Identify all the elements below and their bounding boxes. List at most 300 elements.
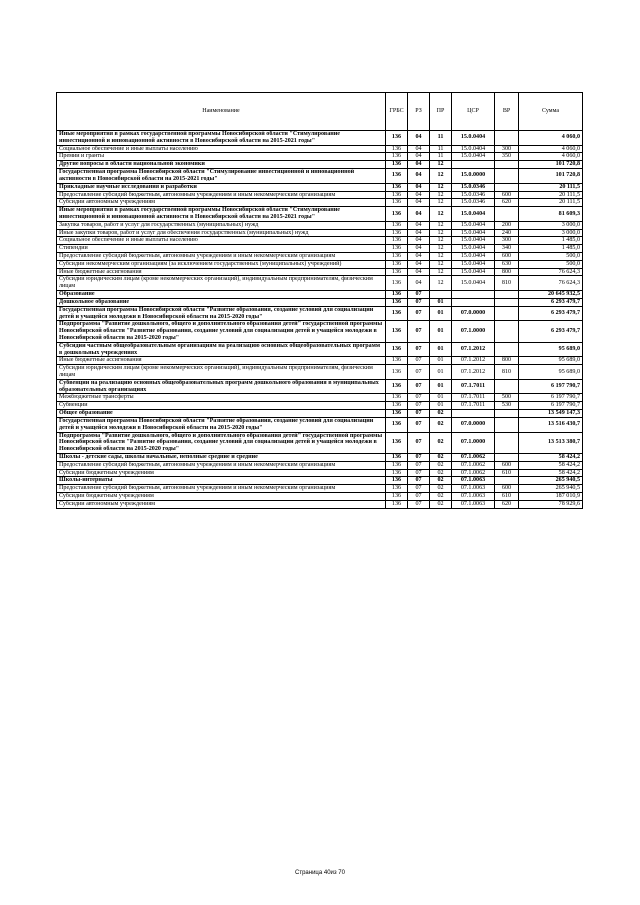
row-pr: 01 bbox=[430, 321, 452, 342]
row-csr: 07.1.0063 bbox=[452, 500, 495, 508]
row-sum: 95 689,0 bbox=[519, 357, 583, 365]
row-pr: 12 bbox=[430, 199, 452, 207]
row-csr: 15.0.0404 bbox=[452, 229, 495, 237]
row-vr bbox=[495, 410, 519, 418]
table-row bbox=[57, 453, 583, 461]
row-grbs: 136 bbox=[386, 485, 408, 493]
header-vr: ВР bbox=[495, 93, 519, 131]
row-vr: 500 bbox=[495, 394, 519, 402]
table-row bbox=[57, 379, 583, 394]
row-grbs: 136 bbox=[386, 469, 408, 477]
row-sum: 6 197 790,7 bbox=[519, 394, 583, 402]
row-rz: 04 bbox=[408, 161, 430, 169]
row-pr: 12 bbox=[430, 237, 452, 245]
table-row bbox=[57, 131, 583, 146]
row-pr: 01 bbox=[430, 306, 452, 321]
row-grbs: 136 bbox=[386, 199, 408, 207]
row-rz: 07 bbox=[408, 461, 430, 469]
row-csr: 15.0.0404 bbox=[452, 207, 495, 222]
row-grbs: 136 bbox=[386, 365, 408, 380]
row-vr: 600 bbox=[495, 461, 519, 469]
row-grbs: 136 bbox=[386, 237, 408, 245]
row-pr: 12 bbox=[430, 161, 452, 169]
table-row bbox=[57, 276, 583, 291]
row-grbs: 136 bbox=[386, 298, 408, 306]
row-pr: 11 bbox=[430, 145, 452, 153]
row-sum: 20 111,5 bbox=[519, 199, 583, 207]
budget-table bbox=[56, 92, 583, 509]
table-row bbox=[57, 169, 583, 184]
row-vr bbox=[495, 306, 519, 321]
row-pr: 02 bbox=[430, 469, 452, 477]
row-pr: 02 bbox=[430, 417, 452, 432]
row-csr: 15.0.0404 bbox=[452, 237, 495, 245]
row-rz: 07 bbox=[408, 357, 430, 365]
table-row bbox=[57, 161, 583, 169]
row-pr: 02 bbox=[430, 485, 452, 493]
row-csr bbox=[452, 410, 495, 418]
row-vr bbox=[495, 342, 519, 357]
row-pr: 12 bbox=[430, 276, 452, 291]
table-header bbox=[57, 93, 583, 131]
row-grbs: 136 bbox=[386, 477, 408, 485]
row-name: Иные бюджетные ассигнования bbox=[57, 357, 386, 365]
row-sum: 101 720,8 bbox=[519, 161, 583, 169]
row-sum: 78 929,6 bbox=[519, 500, 583, 508]
row-csr: 07.1.0063 bbox=[452, 493, 495, 501]
row-rz: 07 bbox=[408, 402, 430, 410]
row-name: Иные мероприятия в рамках государственной программы Новосибирской области "Стимулирование инвестиционной и инновационной активности в Новосибирской области на 2015-2021 годы" bbox=[57, 207, 386, 222]
row-grbs: 136 bbox=[386, 161, 408, 169]
row-sum: 20 645 932,5 bbox=[519, 291, 583, 299]
row-csr: 07.1.0062 bbox=[452, 469, 495, 477]
row-sum: 101 720,8 bbox=[519, 169, 583, 184]
row-name: Другие вопросы в области национальной экономики bbox=[57, 161, 386, 169]
row-csr: 07.1.0000 bbox=[452, 432, 495, 453]
table-row bbox=[57, 321, 583, 342]
row-sum: 58 424,2 bbox=[519, 453, 583, 461]
row-pr: 12 bbox=[430, 191, 452, 199]
row-name: Субсидии юридическим лицам (кроме некоммерческих организаций), индивидуальным предпринимателям, физическим лицам bbox=[57, 365, 386, 380]
page-number: Страница 40из 70 bbox=[295, 870, 345, 876]
row-name: Государственная программа Новосибирской области "Развитие образования, создание условий для социализации детей и учащейся молодежи в Новосибирской области на 2015-2020 годы" bbox=[57, 306, 386, 321]
row-name: Субвенции на реализацию основных общеобразовательных программ дошкольного образования в муниципальных образовательных организациях bbox=[57, 379, 386, 394]
table-row bbox=[57, 191, 583, 199]
row-name: Школы - детские сады, школы начальные, неполные средние и средние bbox=[57, 453, 386, 461]
row-vr bbox=[495, 169, 519, 184]
row-name: Предоставление субсидий бюджетным, автономным учреждениям и иным некоммерческим организациям bbox=[57, 485, 386, 493]
row-name: Субсидии бюджетным учреждениям bbox=[57, 493, 386, 501]
row-vr: 810 bbox=[495, 276, 519, 291]
row-pr: 11 bbox=[430, 153, 452, 161]
row-csr: 15.0.0404 bbox=[452, 153, 495, 161]
row-sum: 4 060,0 bbox=[519, 131, 583, 146]
row-vr bbox=[495, 417, 519, 432]
row-name: Государственная программа Новосибирской области "Стимулирование инвестиционной и инновационной активности в Новосибирской области на 2015-2021 годы" bbox=[57, 169, 386, 184]
row-grbs: 136 bbox=[386, 500, 408, 508]
row-grbs: 136 bbox=[386, 342, 408, 357]
table-row bbox=[57, 183, 583, 191]
row-name: Субсидии автономным учреждениям bbox=[57, 500, 386, 508]
row-pr: 12 bbox=[430, 229, 452, 237]
row-pr: 12 bbox=[430, 183, 452, 191]
row-rz: 07 bbox=[408, 306, 430, 321]
row-pr: 01 bbox=[430, 379, 452, 394]
header-row bbox=[57, 93, 583, 131]
row-name: Субсидии юридическим лицам (кроме некоммерческих организаций), индивидуальным предпринимателям, физическим лицам bbox=[57, 276, 386, 291]
row-rz: 04 bbox=[408, 268, 430, 276]
row-vr: 620 bbox=[495, 199, 519, 207]
row-rz: 07 bbox=[408, 342, 430, 357]
row-csr: 07.0.0000 bbox=[452, 306, 495, 321]
row-rz: 07 bbox=[408, 291, 430, 299]
row-vr: 340 bbox=[495, 245, 519, 253]
row-sum: 20 111,5 bbox=[519, 191, 583, 199]
row-rz: 04 bbox=[408, 191, 430, 199]
row-rz: 04 bbox=[408, 245, 430, 253]
row-pr: 12 bbox=[430, 207, 452, 222]
table-row bbox=[57, 500, 583, 508]
row-sum: 76 624,3 bbox=[519, 268, 583, 276]
row-csr: 07.0.0000 bbox=[452, 417, 495, 432]
row-rz: 04 bbox=[408, 153, 430, 161]
row-sum: 265 940,5 bbox=[519, 477, 583, 485]
row-name: Предоставление субсидий бюджетным, автономным учреждениям и иным некоммерческим организациям bbox=[57, 461, 386, 469]
row-sum: 4 060,0 bbox=[519, 153, 583, 161]
row-rz: 04 bbox=[408, 260, 430, 268]
table-row bbox=[57, 365, 583, 380]
row-pr: 12 bbox=[430, 260, 452, 268]
table-row bbox=[57, 477, 583, 485]
row-pr: 01 bbox=[430, 298, 452, 306]
row-name: Стипендии bbox=[57, 245, 386, 253]
row-rz: 07 bbox=[408, 485, 430, 493]
row-vr: 620 bbox=[495, 500, 519, 508]
row-sum: 500,0 bbox=[519, 260, 583, 268]
table-row bbox=[57, 260, 583, 268]
row-pr: 12 bbox=[430, 268, 452, 276]
row-rz: 04 bbox=[408, 253, 430, 261]
row-name: Школы-интернаты bbox=[57, 477, 386, 485]
row-pr: 01 bbox=[430, 357, 452, 365]
row-csr: 07.1.0062 bbox=[452, 453, 495, 461]
table-row bbox=[57, 493, 583, 501]
table-row bbox=[57, 357, 583, 365]
row-pr: 01 bbox=[430, 394, 452, 402]
table-row bbox=[57, 229, 583, 237]
row-grbs: 136 bbox=[386, 321, 408, 342]
row-vr: 800 bbox=[495, 268, 519, 276]
row-csr: 07.1.0062 bbox=[452, 461, 495, 469]
row-grbs: 136 bbox=[386, 183, 408, 191]
row-name: Иные мероприятия в рамках государственной программы Новосибирской области "Стимулирование инвестиционной и инновационной активности в Новосибирской области на 2015-2021 годы" bbox=[57, 131, 386, 146]
row-grbs: 136 bbox=[386, 357, 408, 365]
row-name: Прикладные научные исследования и разработки bbox=[57, 183, 386, 191]
row-pr: 01 bbox=[430, 402, 452, 410]
table-row bbox=[57, 199, 583, 207]
row-grbs: 136 bbox=[386, 229, 408, 237]
row-sum: 13 513 380,7 bbox=[519, 432, 583, 453]
row-sum: 20 111,5 bbox=[519, 183, 583, 191]
row-csr bbox=[452, 298, 495, 306]
row-sum: 58 424,2 bbox=[519, 461, 583, 469]
row-rz: 04 bbox=[408, 237, 430, 245]
row-vr bbox=[495, 453, 519, 461]
row-sum: 265 940,5 bbox=[519, 485, 583, 493]
row-sum: 187 010,9 bbox=[519, 493, 583, 501]
table-row bbox=[57, 410, 583, 418]
row-pr: 11 bbox=[430, 131, 452, 146]
header-grbs: ГРБС bbox=[386, 93, 408, 131]
row-rz: 07 bbox=[408, 379, 430, 394]
row-rz: 07 bbox=[408, 410, 430, 418]
row-vr bbox=[495, 161, 519, 169]
row-csr: 15.0.0404 bbox=[452, 276, 495, 291]
row-rz: 07 bbox=[408, 298, 430, 306]
row-csr: 07.1.0063 bbox=[452, 485, 495, 493]
row-pr: 12 bbox=[430, 253, 452, 261]
header-name: Наименование bbox=[57, 93, 386, 131]
row-grbs: 136 bbox=[386, 410, 408, 418]
row-grbs: 136 bbox=[386, 253, 408, 261]
row-grbs: 136 bbox=[386, 221, 408, 229]
row-grbs: 136 bbox=[386, 417, 408, 432]
row-csr: 15.0.0346 bbox=[452, 191, 495, 199]
row-name: Социальное обеспечение и иные выплаты населению bbox=[57, 145, 386, 153]
row-vr: 630 bbox=[495, 260, 519, 268]
table-row bbox=[57, 417, 583, 432]
table-row bbox=[57, 402, 583, 410]
row-sum: 6 197 790,7 bbox=[519, 379, 583, 394]
table-row bbox=[57, 469, 583, 477]
row-sum: 76 624,3 bbox=[519, 276, 583, 291]
row-vr: 600 bbox=[495, 191, 519, 199]
row-csr: 15.0.0404 bbox=[452, 131, 495, 146]
row-rz: 07 bbox=[408, 432, 430, 453]
table-row bbox=[57, 207, 583, 222]
row-name: Межбюджетные трансферты bbox=[57, 394, 386, 402]
row-sum: 95 689,0 bbox=[519, 342, 583, 357]
row-pr: 02 bbox=[430, 500, 452, 508]
row-grbs: 136 bbox=[386, 276, 408, 291]
table-row bbox=[57, 432, 583, 453]
row-vr: 600 bbox=[495, 253, 519, 261]
row-vr: 610 bbox=[495, 493, 519, 501]
row-csr: 15.0.0404 bbox=[452, 221, 495, 229]
row-csr bbox=[452, 161, 495, 169]
header-sum: Сумма bbox=[519, 93, 583, 131]
row-csr: 15.0.0404 bbox=[452, 268, 495, 276]
table-row bbox=[57, 394, 583, 402]
row-csr: 07.1.2012 bbox=[452, 342, 495, 357]
row-grbs: 136 bbox=[386, 169, 408, 184]
row-pr: 12 bbox=[430, 221, 452, 229]
row-rz: 07 bbox=[408, 500, 430, 508]
row-vr: 530 bbox=[495, 402, 519, 410]
row-name: Иные бюджетные ассигнования bbox=[57, 268, 386, 276]
row-sum: 6 293 479,7 bbox=[519, 321, 583, 342]
row-vr bbox=[495, 432, 519, 453]
row-name: Закупка товаров, работ и услуг для государственных (муниципальных) нужд bbox=[57, 221, 386, 229]
row-grbs: 136 bbox=[386, 145, 408, 153]
row-csr: 07.1.0063 bbox=[452, 477, 495, 485]
row-csr: 15.0.0346 bbox=[452, 183, 495, 191]
row-rz: 07 bbox=[408, 453, 430, 461]
row-rz: 04 bbox=[408, 229, 430, 237]
row-rz: 07 bbox=[408, 365, 430, 380]
row-vr: 300 bbox=[495, 145, 519, 153]
row-name: Подпрограмма "Развитие дошкольного, общего и дополнительного образования детей" государственной программы Новосибирской области "Развитие образования, создание условий для социализации детей и учащейся молодежи в Новосибирской области на 2015-2020 годы" bbox=[57, 321, 386, 342]
row-grbs: 136 bbox=[386, 432, 408, 453]
row-sum: 95 689,0 bbox=[519, 365, 583, 380]
table-row bbox=[57, 221, 583, 229]
row-vr bbox=[495, 183, 519, 191]
row-sum: 13 516 430,7 bbox=[519, 417, 583, 432]
table-row bbox=[57, 306, 583, 321]
row-sum: 6 197 790,7 bbox=[519, 402, 583, 410]
row-pr: 01 bbox=[430, 342, 452, 357]
table-body bbox=[57, 131, 583, 509]
row-sum: 81 609,3 bbox=[519, 207, 583, 222]
row-rz: 04 bbox=[408, 169, 430, 184]
row-csr: 07.1.7011 bbox=[452, 394, 495, 402]
row-rz: 04 bbox=[408, 183, 430, 191]
row-pr: 01 bbox=[430, 365, 452, 380]
row-rz: 07 bbox=[408, 394, 430, 402]
row-name: Предоставление субсидий бюджетным, автономным учреждениям и иным некоммерческим организациям bbox=[57, 253, 386, 261]
row-grbs: 136 bbox=[386, 291, 408, 299]
row-vr bbox=[495, 321, 519, 342]
row-csr: 15.0.0346 bbox=[452, 199, 495, 207]
row-grbs: 136 bbox=[386, 402, 408, 410]
row-grbs: 136 bbox=[386, 191, 408, 199]
row-vr: 350 bbox=[495, 153, 519, 161]
row-vr: 600 bbox=[495, 485, 519, 493]
row-name: Социальное обеспечение и иные выплаты населению bbox=[57, 237, 386, 245]
row-vr: 200 bbox=[495, 221, 519, 229]
row-rz: 07 bbox=[408, 417, 430, 432]
table-row bbox=[57, 145, 583, 153]
row-csr: 07.1.0000 bbox=[452, 321, 495, 342]
row-rz: 07 bbox=[408, 477, 430, 485]
row-sum: 58 424,2 bbox=[519, 469, 583, 477]
row-name: Субсидии автономным учреждениям bbox=[57, 199, 386, 207]
table-row bbox=[57, 245, 583, 253]
table-row bbox=[57, 268, 583, 276]
row-rz: 04 bbox=[408, 131, 430, 146]
row-vr bbox=[495, 131, 519, 146]
row-csr: 15.0.0000 bbox=[452, 169, 495, 184]
table-row bbox=[57, 485, 583, 493]
table-row bbox=[57, 253, 583, 261]
row-vr: 810 bbox=[495, 365, 519, 380]
row-name: Субвенции bbox=[57, 402, 386, 410]
row-pr: 02 bbox=[430, 410, 452, 418]
row-name: Субсидии частным общеобразовательным организациям на реализацию основных общеобразовательных программ в дошкольных учреждениях bbox=[57, 342, 386, 357]
row-grbs: 136 bbox=[386, 394, 408, 402]
row-csr: 07.1.2012 bbox=[452, 365, 495, 380]
table-row bbox=[57, 153, 583, 161]
row-rz: 04 bbox=[408, 199, 430, 207]
row-rz: 07 bbox=[408, 469, 430, 477]
row-name: Иные закупки товаров, работ и услуг для обеспечения государственных (муниципальных) нужд bbox=[57, 229, 386, 237]
table-row bbox=[57, 291, 583, 299]
row-grbs: 136 bbox=[386, 131, 408, 146]
table-row bbox=[57, 298, 583, 306]
row-sum: 500,0 bbox=[519, 253, 583, 261]
row-sum: 1 485,0 bbox=[519, 237, 583, 245]
row-name: Субсидии бюджетным учреждениям bbox=[57, 469, 386, 477]
row-grbs: 136 bbox=[386, 306, 408, 321]
row-csr: 15.0.0404 bbox=[452, 253, 495, 261]
row-sum: 13 549 147,3 bbox=[519, 410, 583, 418]
row-name: Государственная программа Новосибирской области "Развитие образования, создание условий для социализации детей и учащейся молодежи в Новосибирской области на 2015-2020 годы" bbox=[57, 417, 386, 432]
row-csr: 07.1.7011 bbox=[452, 402, 495, 410]
row-name: Образование bbox=[57, 291, 386, 299]
row-pr: 02 bbox=[430, 453, 452, 461]
row-rz: 07 bbox=[408, 493, 430, 501]
row-rz: 04 bbox=[408, 276, 430, 291]
row-name: Общее образование bbox=[57, 410, 386, 418]
header-csr: ЦСР bbox=[452, 93, 495, 131]
header-rz: РЗ bbox=[408, 93, 430, 131]
row-name: Дошкольное образование bbox=[57, 298, 386, 306]
row-grbs: 136 bbox=[386, 493, 408, 501]
row-vr: 800 bbox=[495, 357, 519, 365]
table-row bbox=[57, 461, 583, 469]
row-csr: 15.0.0404 bbox=[452, 245, 495, 253]
row-pr: 02 bbox=[430, 477, 452, 485]
row-vr: 300 bbox=[495, 237, 519, 245]
row-vr: 610 bbox=[495, 469, 519, 477]
row-rz: 04 bbox=[408, 145, 430, 153]
row-name: Подпрограмма "Развитие дошкольного, общего и дополнительного образования детей" государственной программы Новосибирской области "Развитие образования, создание условий для социализации детей и учащейся молодежи в Новосибирской области на 2015-2020 годы" bbox=[57, 432, 386, 453]
table-row bbox=[57, 342, 583, 357]
row-grbs: 136 bbox=[386, 207, 408, 222]
row-csr: 07.1.2012 bbox=[452, 357, 495, 365]
row-csr bbox=[452, 291, 495, 299]
row-name: Предоставление субсидий бюджетным, автономным учреждениям и иным некоммерческим организациям bbox=[57, 191, 386, 199]
row-sum: 4 060,0 bbox=[519, 145, 583, 153]
row-grbs: 136 bbox=[386, 461, 408, 469]
row-rz: 04 bbox=[408, 221, 430, 229]
row-rz: 07 bbox=[408, 321, 430, 342]
row-csr: 15.0.0404 bbox=[452, 260, 495, 268]
row-sum: 6 293 479,7 bbox=[519, 306, 583, 321]
row-pr: 02 bbox=[430, 432, 452, 453]
row-grbs: 136 bbox=[386, 260, 408, 268]
row-pr: 12 bbox=[430, 245, 452, 253]
row-pr bbox=[430, 291, 452, 299]
row-pr: 12 bbox=[430, 169, 452, 184]
row-vr: 240 bbox=[495, 229, 519, 237]
row-grbs: 136 bbox=[386, 268, 408, 276]
row-vr bbox=[495, 298, 519, 306]
row-grbs: 136 bbox=[386, 453, 408, 461]
row-sum: 3 000,0 bbox=[519, 229, 583, 237]
row-grbs: 136 bbox=[386, 379, 408, 394]
row-grbs: 136 bbox=[386, 245, 408, 253]
row-csr: 07.1.7011 bbox=[452, 379, 495, 394]
row-rz: 04 bbox=[408, 207, 430, 222]
row-vr bbox=[495, 379, 519, 394]
row-grbs: 136 bbox=[386, 153, 408, 161]
row-pr: 02 bbox=[430, 493, 452, 501]
row-sum: 3 000,0 bbox=[519, 221, 583, 229]
row-name: Премии и гранты bbox=[57, 153, 386, 161]
table-row bbox=[57, 237, 583, 245]
header-pr: ПР bbox=[430, 93, 452, 131]
